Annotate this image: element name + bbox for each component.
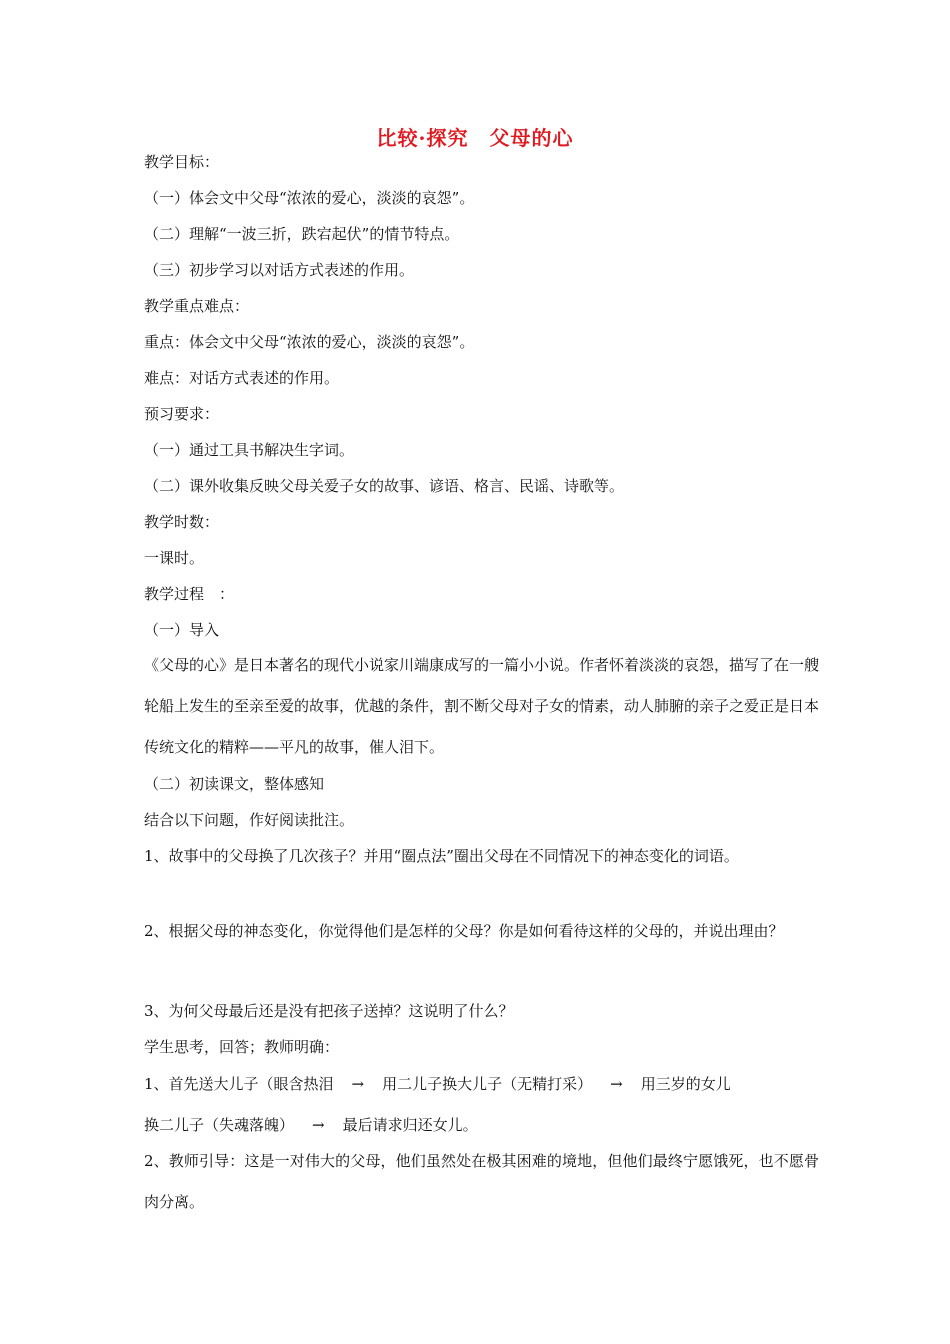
key-point: 重点：体会文中父母“浓浓的爱心，淡淡的哀怨”。 [144, 333, 475, 351]
answer-1-step-3-cont: 换二儿子（失魂落魄） [144, 1116, 295, 1134]
key-points-heading: 教学重点难点： [144, 297, 250, 315]
objective-3: （三）初步学习以对话方式表述的作用。 [144, 261, 415, 279]
objective-1: （一）体会文中父母“浓浓的爱心，淡淡的哀怨”。 [144, 189, 475, 207]
question-3: 3、为何父母最后还是没有把孩子送掉？这说明了什么？ [144, 1002, 514, 1020]
answer-1-line-1 [144, 1073, 731, 1095]
objective-2: （二）理解“一波三折，跌宕起伏”的情节特点。 [144, 225, 460, 243]
preview-item-2: （二）课外收集反映父母关爱子女的故事、谚语、格言、民谣、诗歌等。 [144, 477, 625, 495]
question-2: 2、根据父母的神态变化，你觉得他们是怎样的父母？你是如何看待这样的父母的，并说出理由？ [144, 922, 784, 940]
arrow-icon: → [312, 1116, 325, 1134]
hours-value: 一课时。 [144, 549, 205, 567]
preview-heading: 预习要求： [144, 405, 220, 423]
answer-1-step-1: 1、首先送大儿子（眼含热泪 [144, 1075, 334, 1093]
process-heading: 教学过程 ： [144, 585, 235, 603]
answer-1-step-3: 用三岁的女儿 [640, 1075, 731, 1093]
reading-instruction: 结合以下问题，作好阅读批注。 [144, 811, 355, 829]
preview-item-1: （一）通过工具书解决生字词。 [144, 441, 355, 459]
answer-1-step-4: 最后请求归还女儿。 [342, 1116, 478, 1134]
intro-paragraph: 《父母的心》是日本著名的现代小说家川端康成写的一篇小小说。作者怀着淡淡的哀怨，描写了在一艘轮船上发生的至亲至爱的故事，优越的条件，割不断父母对子女的情素，动人肺腑的亲子之爱正是日本传统文化的精粹——平凡的故事，催人泪下。 [144, 656, 820, 756]
section-reading-heading: （二）初读课文，整体感知 [144, 775, 325, 793]
hours-heading: 教学时数： [144, 513, 220, 531]
arrow-icon: → [610, 1075, 623, 1093]
answer-1-line-2 [144, 1114, 478, 1136]
difficult-point: 难点：对话方式表述的作用。 [144, 369, 340, 387]
question-1: 1、故事中的父母换了几次孩子？并用“圈点法”圈出父母在不同情况下的神态变化的词语。 [144, 847, 739, 865]
teacher-clarifies: 学生思考，回答；教师明确： [144, 1038, 340, 1056]
section-intro-heading: （一）导入 [144, 621, 220, 639]
answer-2: 2、教师引导：这是一对伟大的父母，他们虽然处在极其困难的境地，但他们最终宁愿饿死，也不愿骨肉分离。 [144, 1152, 819, 1211]
arrow-icon: → [351, 1075, 365, 1093]
objectives-heading: 教学目标： [144, 153, 220, 171]
page-title: 比较·探究 父母的心 [376, 126, 574, 150]
answer-1-step-2: 用二儿子换大儿子（无精打采） [382, 1075, 593, 1093]
